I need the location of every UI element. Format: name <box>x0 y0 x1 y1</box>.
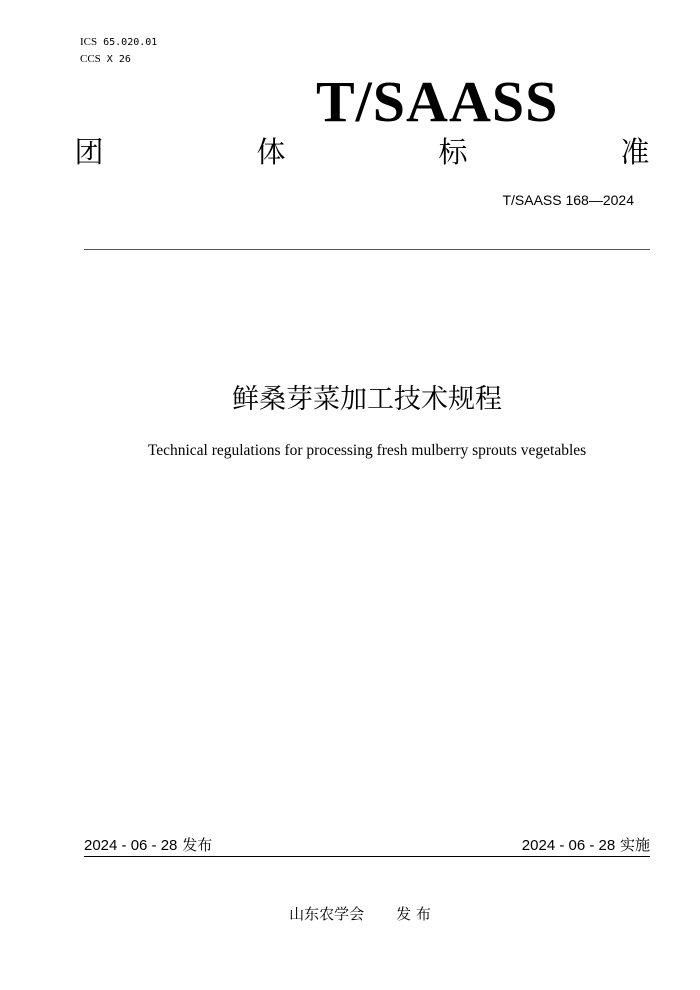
standard-type-heading <box>74 132 650 172</box>
issue-date-label: 发布 <box>182 836 213 854</box>
issue-date-value: 2024 - 06 - 28 <box>84 837 178 854</box>
standard-type-char: 团 <box>74 135 104 169</box>
implementation-date-value: 2024 - 06 - 28 <box>521 837 616 854</box>
ics-code <box>80 35 157 50</box>
document-title-chinese: 鲜桑芽菜加工技术规程 <box>232 384 502 415</box>
standard-type-char: 体 <box>256 135 286 169</box>
footer-divider <box>84 856 650 857</box>
implementation-date <box>522 834 650 857</box>
ics-value: 65.020.01 <box>103 37 158 48</box>
implementation-date-label: 实施 <box>619 836 650 854</box>
header-divider <box>84 249 650 250</box>
ccs-label: CCS <box>80 53 101 65</box>
publisher-action: 发 布 <box>396 905 431 923</box>
ccs-value: X 26 <box>106 54 131 65</box>
standard-logo: T/SAASS <box>316 69 559 134</box>
publisher <box>0 903 700 925</box>
publisher-name: 山东农学会 <box>289 905 365 923</box>
standard-type-char: 准 <box>620 135 650 169</box>
standard-type-char: 标 <box>438 135 468 169</box>
ccs-code <box>80 52 131 67</box>
ics-label: ICS <box>80 36 98 48</box>
issue-date <box>84 834 212 857</box>
document-title-english: Technical regulations for processing fresh mulberry sprouts vegetables <box>147 442 587 459</box>
standard-number: T/SAASS 168—2024 <box>502 192 634 208</box>
